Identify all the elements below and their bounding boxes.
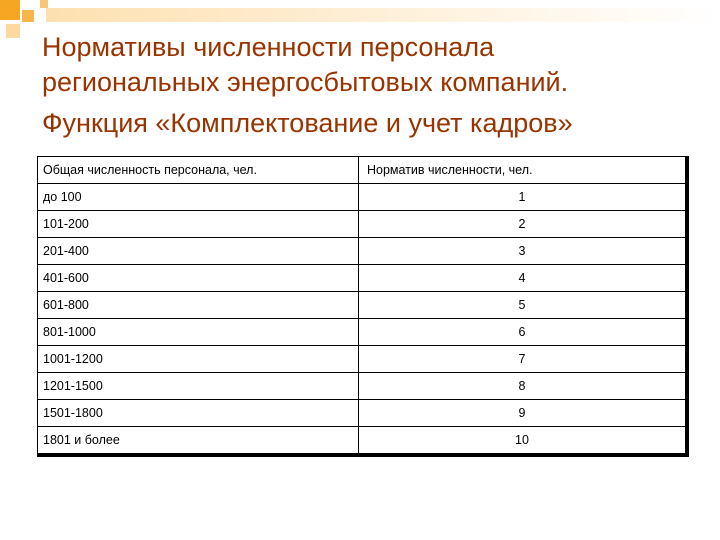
cell-norm-value: 7 [359, 346, 686, 373]
cell-norm-value: 10 [359, 427, 686, 454]
cell-staff-range: 1801 и более [38, 427, 359, 454]
header-norm: Норматив численности, чел. [359, 157, 686, 184]
cell-norm-value: 3 [359, 238, 686, 265]
cell-staff-range: 1001-1200 [38, 346, 359, 373]
table-row [38, 292, 686, 319]
cell-staff-range: 801-1000 [38, 319, 359, 346]
cell-staff-range: 401-600 [38, 265, 359, 292]
table-row [38, 346, 686, 373]
table-row [38, 265, 686, 292]
title-line-1: Нормативы численности персонала [42, 32, 495, 62]
table-row [38, 184, 686, 211]
cell-norm-value: 4 [359, 265, 686, 292]
top-gradient-bar [46, 8, 720, 22]
cell-staff-range: до 100 [38, 184, 359, 211]
cell-norm-value: 6 [359, 319, 686, 346]
table-header-row [38, 157, 686, 184]
table-row [38, 427, 686, 454]
cell-norm-value: 8 [359, 373, 686, 400]
norms-table [37, 156, 686, 454]
cell-staff-range: 1201-1500 [38, 373, 359, 400]
cell-staff-range: 1501-1800 [38, 400, 359, 427]
cell-norm-value: 9 [359, 400, 686, 427]
table-row [38, 319, 686, 346]
slide-title [42, 30, 712, 141]
table-row [38, 400, 686, 427]
cell-staff-range: 201-400 [38, 238, 359, 265]
norms-table-container [37, 156, 689, 457]
title-line-2: региональных энергосбытовых компаний. [42, 67, 569, 98]
cell-norm-value: 2 [359, 211, 686, 238]
table-row [38, 373, 686, 400]
title-line-3: Функция «Комплектование и учет кадров» [42, 108, 573, 139]
cell-norm-value: 1 [359, 184, 686, 211]
cell-staff-range: 601-800 [38, 292, 359, 319]
cell-norm-value: 5 [359, 292, 686, 319]
cell-staff-range: 101-200 [38, 211, 359, 238]
table-row [38, 211, 686, 238]
header-total-staff: Общая численность персонала, чел. [38, 157, 359, 184]
table-row [38, 238, 686, 265]
